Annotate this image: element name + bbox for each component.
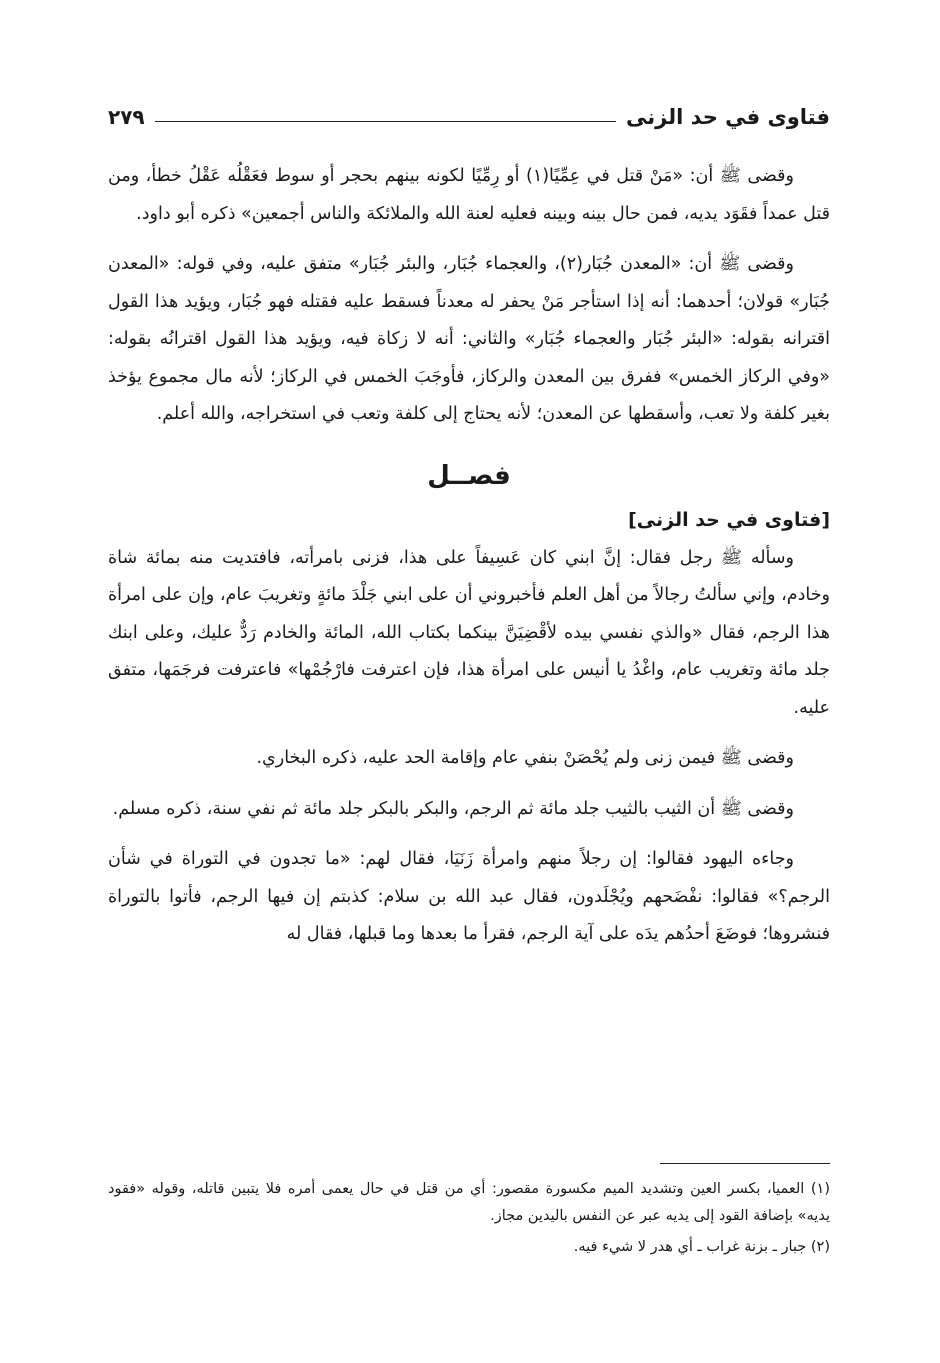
paragraph: وسأله ﷺ رجل فقال: إنَّ ابني كان عَسِيفاً على هذا، فزنى بامرأته، فافتديت منه بمائة شاة وخادم، وإني سألتُ رجالاً من أهل العلم فأخبروني أن على ابني جَلْدَ مائةٍ وتغريبَ عام، وإن على امرأة هذا الرجم، فقال «والذي نفسي بيده لأقْضِيَنَّ بينكما بكتاب الله، المائة والخادم رَدٌّ عليك، وعلى ابنك جلد مائة وتغريب عام، واغْدُ يا أنيس على امرأة هذا، فإن اعترفت فارْجُمْها» فاعترفت فرجَمَها، متفق عليه. (108, 547, 830, 718)
paragraph: وجاءه اليهود فقالوا: إن رجلاً منهم وامرأة زَنَيَا، فقال لهم: «ما تجدون في التوراة في شأن الرجم؟» فقالوا: نفْضَحهم ويُجْلَدون، فقال عبد الله بن سلام: كذبتم إن فيها الرجم، فأتوا بالتوراة فنشروها؛ فوضَعَ أحدُهم يدَه على آية الرجم، فقرأ ما بعدها وما قبلها، فقال له (108, 849, 830, 944)
paragraph: وقضى ﷺ أن: «مَنْ قتل في عِمِّيًا(١) أو رِمِّيًا لكونه بينهم بحجر أو سوط فعَقْلُه عَقْلُ خطأ، ومن قتل عمداً فقَوَد يديه، فمن حال بينه وبينه فعليه لعنة الله والملائكة والناس أجمعين» ذكره أبو داود. (108, 166, 830, 224)
header-rule (155, 121, 616, 122)
section-heading: فصــل (427, 460, 511, 491)
footnote: (٢) جبار ـ بزنة غراب ـ أي هدر لا شيء فيه. (573, 1239, 830, 1255)
paragraph: وقضى ﷺ فيمن زنى ولم يُحْصَنْ بنفي عام وإقامة الحد عليه، ذكره البخاري. (256, 748, 794, 768)
main-text (108, 158, 830, 967)
paragraph: وقضى ﷺ أن الثيب بالثيب جلد مائة ثم الرجم، والبكر بالبكر جلد مائة ثم نفي سنة، ذكره مسلم. (112, 798, 794, 819)
running-title: فتاوى في حد الزنى (626, 105, 830, 129)
footnotes (108, 1163, 830, 1265)
paragraph: وقضى ﷺ أن: «المعدن جُبَار(٢)، والعجماء جُبَار، والبئر جُبَار» متفق عليه، وفي قوله: «المعدن جُبَار» قولان؛ أحدهما: أنه إذا استأجر مَنْ يحفر له معدناً فسقط عليه فقتله فهو جُبَار، ويؤيد هذا القول اقترانه بقوله: «البئر جُبَار والعجماء جُبَار» والثاني: أنه لا زكاة فيه، ويؤيد هذا القول اقترانُه بقوله: «وفي الركاز الخمس» ففرق بين المعدن والركاز، فأوجَبَ الخمس في الركاز؛ لأنه مال مجموع يؤخذ بغير كلفة ولا تعب، وأسقطها عن المعدن؛ لأنه يحتاج إلى كلفة وتعب في استخراجه، والله أعلم. (108, 254, 830, 424)
footnote-rule (660, 1163, 830, 1164)
page-number: ٢٧٩ (108, 105, 145, 129)
footnote: (١) العميا، بكسر العين وتشديد الميم مكسورة مقصور: أي من قتل في حال يعمى أمره فلا يتبين قاتله، وقوله «فقود يديه» بإضافة القود إلى يديه عبر عن النفس باليدين مجاز. (108, 1181, 830, 1224)
page-header (108, 100, 830, 134)
sub-heading: [فتاوى في حد الزنى] (628, 508, 830, 531)
